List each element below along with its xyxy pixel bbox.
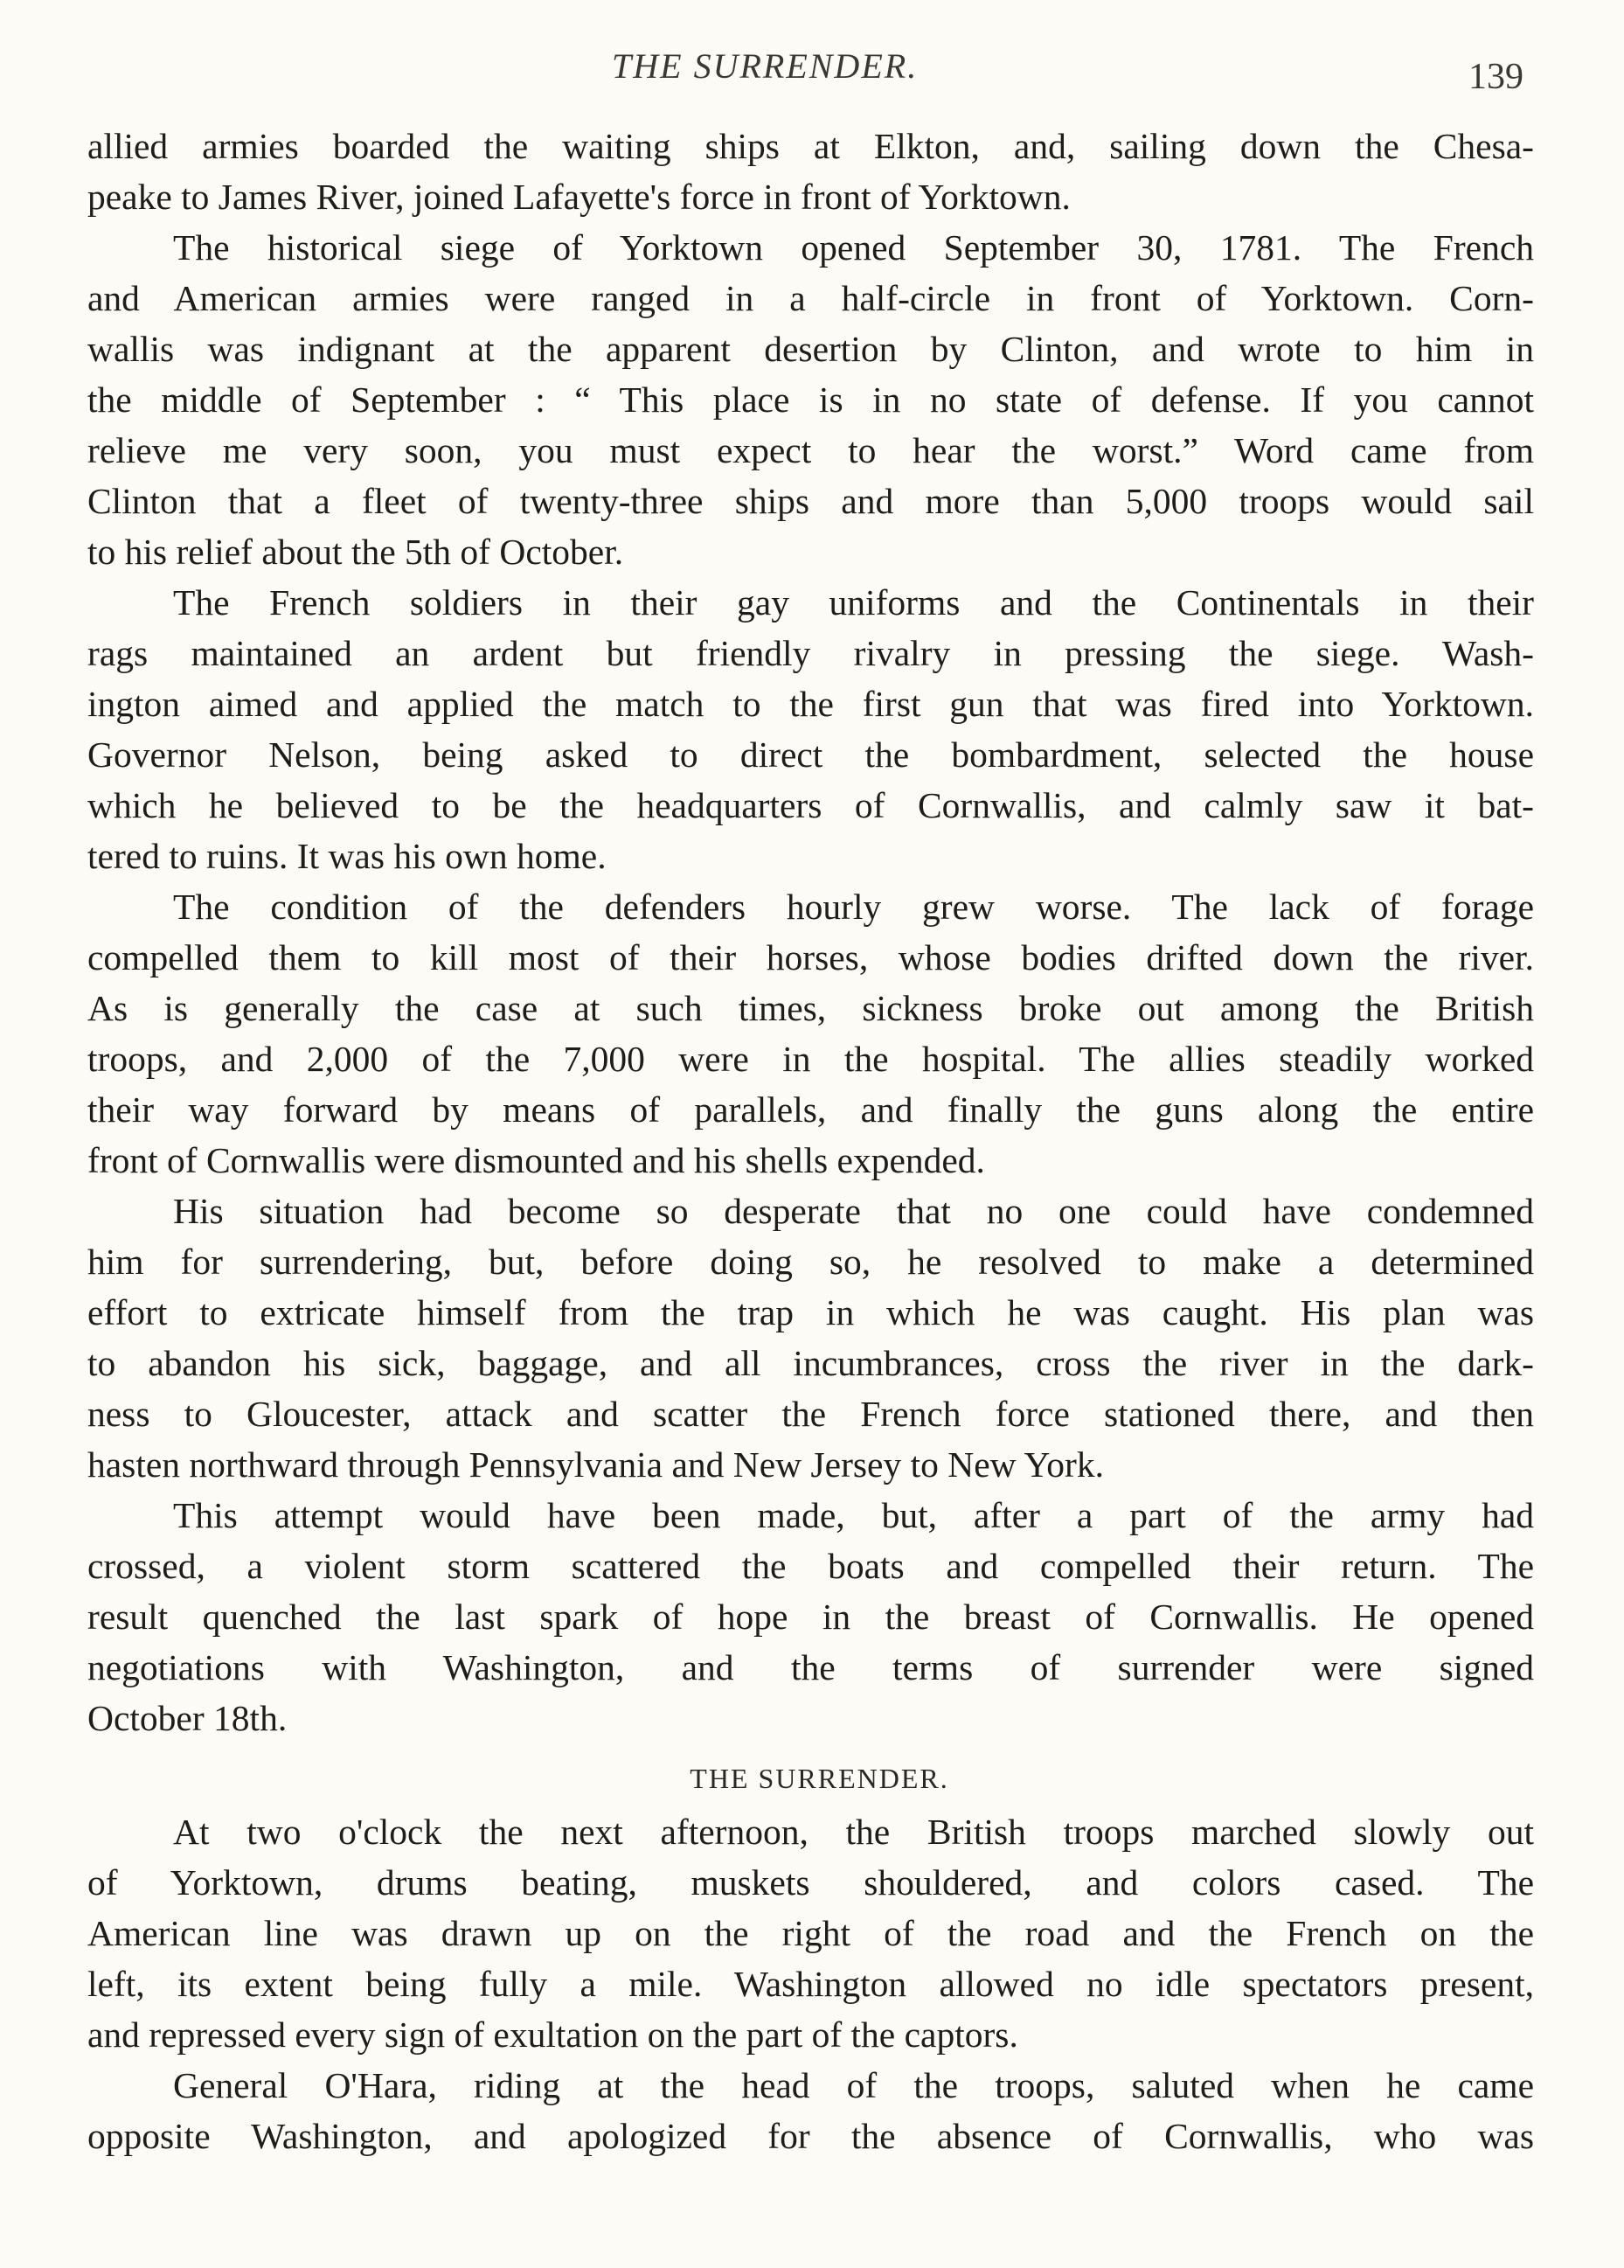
text-line: to his relief about the 5th of October. [87,532,624,572]
text-line: front of Cornwallis were dismounted and his shells expended. [87,1140,985,1180]
text-line: As is generally the case at such times, sickness broke out among the British [87,988,1534,1028]
text-line: American line was drawn up on the right of the road and the French on the [87,1913,1534,1953]
text-line: rags maintained an ardent but friendly rivalry in pressing the siege. Wash- [87,633,1534,673]
page-number: 139 [1468,57,1523,97]
text-line: hasten northward through Pennsylvania and New Jersey to New York. [87,1444,1104,1485]
running-title: THE SURRENDER. [612,46,919,86]
text-line: of Yorktown, drums beating, muskets shouldered, and colors cased. The [87,1862,1534,1903]
running-head [0,45,1624,98]
text-line: wallis was indignant at the apparent desertion by Clinton, and wrote to him in [87,329,1534,369]
section-heading: THE SURRENDER. [690,1763,949,1794]
text-line: left, its extent being fully a mile. Washington allowed no idle spectators present, [87,1964,1534,2004]
text-line: The French soldiers in their gay uniforms and the Continentals in their [173,582,1534,623]
text-line: him for surrendering, but, before doing so, he resolved to make a determined [87,1242,1534,1282]
text-line: tered to ruins. It was his own home. [87,836,607,876]
text-line: peake to James River, joined Lafayette's force in front of Yorktown. [87,177,1071,217]
text-line: At two o'clock the next afternoon, the British troops marched slowly out [173,1812,1534,1852]
text-line: and American armies were ranged in a half-circle in front of Yorktown. Corn- [87,278,1534,318]
text-line: troops, and 2,000 of the 7,000 were in the hospital. The allies steadily worked [87,1039,1534,1079]
text-line: October 18th. [87,1698,288,1738]
body-text [87,121,1534,2161]
text-line: Clinton that a fleet of twenty-three ships and more than 5,000 troops would sail [87,481,1534,521]
text-line: opposite Washington, and apologized for the absence of Cornwallis, who was [87,2116,1534,2156]
text-line: effort to extricate himself from the trap in which he was caught. His plan was [87,1292,1534,1332]
text-line: ness to Gloucester, attack and scatter the French force stationed there, and then [87,1394,1534,1434]
text-line: The condition of the defenders hourly grew worse. The lack of forage [173,887,1534,927]
text-line: crossed, a violent storm scattered the boats and compelled their return. The [87,1546,1534,1586]
text-line: His situation had become so desperate that no one could have condemned [173,1191,1534,1231]
text-line: result quenched the last spark of hope in the breast of Cornwallis. He opened [87,1597,1534,1637]
text-line: Governor Nelson, being asked to direct the bombardment, selected the house [87,734,1534,775]
text-line: compelled them to kill most of their horses, whose bodies drifted down the river. [87,937,1534,977]
text-line: This attempt would have been made, but, after a part of the army had [173,1495,1534,1535]
text-line: allied armies boarded the waiting ships at Elkton, and, sailing down the Chesa- [87,126,1534,166]
text-line: ington aimed and applied the match to the first gun that was fired into Yorktown. [87,684,1534,724]
text-line: negotiations with Washington, and the terms of surrender were signed [87,1647,1534,1687]
text-line: General O'Hara, riding at the head of the troops, saluted when he came [173,2065,1534,2105]
text-line: which he believed to be the headquarters of Cornwallis, and calmly saw it bat- [87,785,1534,825]
text-line: relieve me very soon, you must expect to hear the worst.” Word came from [87,430,1534,470]
text-line: and repressed every sign of exultation on the part of the captors. [87,2014,1018,2055]
text-line: The historical siege of Yorktown opened September 30, 1781. The French [173,227,1534,268]
text-line: their way forward by means of parallels, and finally the guns along the entire [87,1089,1534,1130]
text-line: to abandon his sick, baggage, and all incumbrances, cross the river in the dark- [87,1343,1534,1383]
text-line: the middle of September : “ This place is in no state of defense. If you cannot [87,379,1534,420]
